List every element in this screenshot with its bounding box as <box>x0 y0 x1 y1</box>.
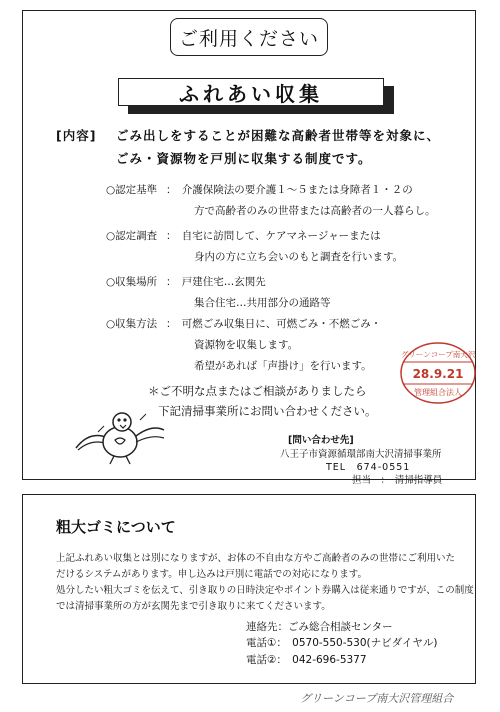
item-survey-line-1: ： 自宅に訪問して、ケアマネージャーまたは <box>166 230 381 242</box>
notice-title-pill <box>170 18 328 56</box>
item-criteria-line-2: 方で高齢者のみの世帯または高齢者の一人暮らし。 <box>194 205 436 217</box>
contact-office: 八王子市資源循環部南大沢清掃事業所 <box>280 449 442 460</box>
seal-stamp <box>398 340 478 406</box>
item-survey-line-2: 身内の方に立ち会いのもと調査を行います。 <box>194 251 404 263</box>
banner <box>118 78 384 106</box>
item-method-line-1: ： 可燃ごみ収集日に、可燃ごみ・不燃ごみ・ <box>166 318 382 330</box>
intro-label: [内容] <box>56 128 97 143</box>
contact-title: [問い合わせ先] <box>288 435 354 446</box>
item-method-line-3: 希望があれば「声掛け」を行います。 <box>194 360 372 372</box>
inquiry-line-2: 下記清掃事業所にお問い合わせください。 <box>158 404 377 418</box>
item-label-method: ○収集方法 <box>106 318 158 330</box>
bulky-para2-line-1: 処分したい粗大ゴミを伝えて、引き取りの日時決定やポイント券購入は従来通りですが、この制度 <box>56 585 474 596</box>
item-label-survey: ○認定調査 <box>106 230 158 242</box>
item-label-criteria: ○認定基準 <box>106 184 158 196</box>
bulky-phone-1: 電話①： 0570-550-530(ナビダイヤル) <box>246 637 438 649</box>
bird-mascot-illustration <box>68 408 168 468</box>
bulky-para2-line-2: では清掃事業所の方が玄関先まで引き取りに来てくださいます。 <box>56 601 331 612</box>
intro-line-2: ごみ・資源物を戸別に収集する制度です。 <box>116 151 372 166</box>
svg-text:28.9.21: 28.9.21 <box>412 367 464 381</box>
item-location-line-2: 集合住宅…共用部分の通路等 <box>194 297 331 309</box>
contact-staff: 担当 ： 清掃指導員 <box>352 475 443 486</box>
svg-text:管理組合法人: 管理組合法人 <box>414 388 462 397</box>
footer-signature: グリーンコープ南大沢管理組合 <box>300 692 454 705</box>
contact-tel: TEL 674-0551 <box>326 462 411 473</box>
bulky-para1-line-1: 上記ふれあい収集とは別になりますが、お体の不自由な方やご高齢者のみの世帯にご利用いた <box>56 553 456 564</box>
banner-title: ふれあい収集 <box>179 81 323 106</box>
intro-line-1: ごみ出しをすることが困難な高齢者世帯等を対象に、 <box>116 128 441 143</box>
bulky-title: 粗大ゴミについて <box>56 518 176 536</box>
item-label-location: ○収集場所 <box>106 276 158 288</box>
bulky-phone-2: 電話②： 042-696-5377 <box>246 654 367 666</box>
item-criteria-line-1: ： 介護保険法の要介護１～５または身障者１・２の <box>166 184 413 196</box>
svg-text:グリーンコープ南大沢: グリーンコープ南大沢 <box>400 350 476 359</box>
bulky-para1-line-2: だけるシステムがあります。申し込みは戸別に電話での対応になります。 <box>56 569 368 580</box>
item-location-line-1: ： 戸建住宅…玄関先 <box>166 276 266 288</box>
inquiry-line-1: ＊ご不明な点またはご相談がありましたら <box>148 384 367 398</box>
bulky-contact-label: 連絡先：ごみ総合相談センター <box>246 621 393 633</box>
item-method-line-2: 資源物を収集します。 <box>194 339 299 351</box>
notice-title: ご利用ください <box>178 27 319 50</box>
